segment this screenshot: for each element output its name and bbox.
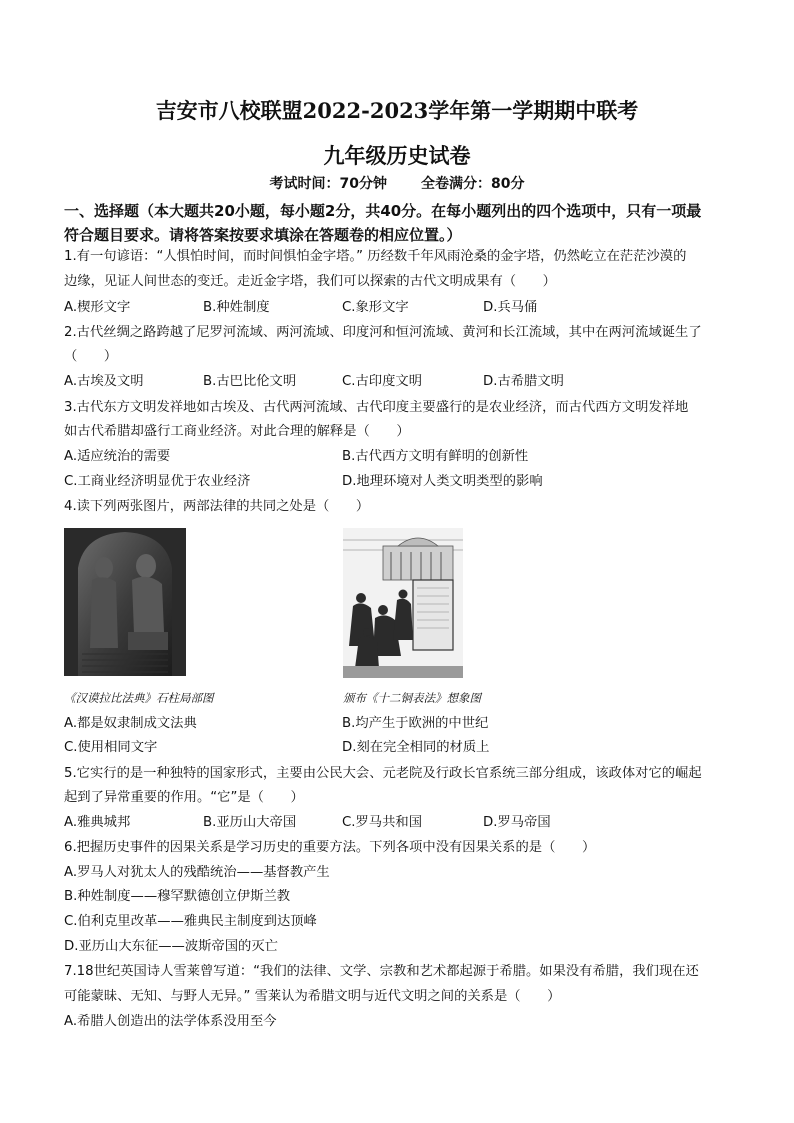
question-6-option-c: C.伯利克里改革——雅典民主制度到达顶峰 — [64, 914, 317, 929]
question-6-option-d: D.亚历山大东征——波斯帝国的灭亡 — [64, 939, 278, 954]
option-b: B.种姓制度 — [203, 300, 270, 315]
exam-time: 考试时间：70分钟 — [269, 176, 387, 192]
question-6-text: 6.把握历史事件的因果关系是学习历史的重要方法。下列各项中没有因果关系的是（ ） — [64, 840, 596, 855]
question-5-text: 5.它实行的是一种独特的国家形式，主要由公民大会、元老院及行政长官系统三部分组成，该政体对它的崛起 — [64, 766, 702, 781]
option-c: C.象形文字 — [342, 300, 409, 315]
option-b: B.均产生于欧洲的中世纪 — [342, 716, 489, 731]
full-score: 全卷满分：80分 — [421, 176, 525, 192]
figure-caption-twelve-tables: 颁布《十二铜表法》想象图 — [343, 691, 481, 705]
option-d: D.古希腊文明 — [483, 374, 564, 389]
exam-meta — [0, 173, 794, 193]
question-1-text-cont: 边缘，见证人间世态的变迁。走近金字塔，我们可以探索的古代文明成果有（ ） — [64, 274, 556, 289]
option-c: C.工商业经济明显优于农业经济 — [64, 474, 251, 489]
exam-title: 吉安市八校联盟2022-2023学年第一学期期中联考 — [155, 98, 639, 123]
section-heading: 一、选择题（本大题共20小题，每小题2分，共40分。在每小题列出的四个选项中，只有一项最 符合题目要求。请将答案按要求填涂在答题卷的相应位置。） — [64, 202, 702, 244]
question-4-text: 4.读下列两张图片，两部法律的共同之处是（ ） — [64, 499, 370, 514]
option-b: B.古巴比伦文明 — [203, 374, 297, 389]
option-a: A.楔形文字 — [64, 300, 131, 315]
question-7-text-cont: 可能蒙昧、无知、与野人无异。” 雪莱认为希腊文明与近代文明之间的关系是（ ） — [64, 989, 561, 1004]
question-7-text: 7.18世纪英国诗人雪莱曾写道：“我们的法律、文学、宗教和艺术都起源于希腊。如果没有希腊，我们现在还 — [64, 964, 699, 979]
option-d: D.罗马帝国 — [483, 815, 551, 830]
question-2-text-cont: （ ） — [64, 349, 118, 364]
question-7-option-a: A.希腊人创造出的法学体系没用至今 — [64, 1014, 277, 1029]
exam-subtitle: 九年级历史试卷 — [323, 143, 471, 168]
question-6-option-b: B.种姓制度——穆罕默德创立伊斯兰教 — [64, 889, 291, 904]
option-b: B.亚历山大帝国 — [203, 815, 297, 830]
question-2-text: 2.古代丝绸之路跨越了尼罗河流域、两河流域、印度河和恒河流域、黄河和长江流域，其中在两河流域诞生了 — [64, 325, 702, 340]
option-d: D.刻在完全相同的材质上 — [342, 740, 490, 755]
option-c: C.古印度文明 — [342, 374, 422, 389]
question-3-text-cont: 如古代希腊却盛行工商业经济。对此合理的解释是（ ） — [64, 424, 410, 439]
option-d: D.地理环境对人类文明类型的影响 — [342, 474, 543, 489]
hammurabi-stele-image — [64, 528, 186, 676]
option-d: D.兵马俑 — [483, 300, 538, 315]
option-a: A.适应统治的需要 — [64, 449, 171, 464]
option-b: B.古代西方文明有鲜明的创新性 — [342, 449, 529, 464]
figure-caption-hammurabi: 《汉谟拉比法典》石柱局部图 — [64, 691, 214, 705]
question-3-text: 3.古代东方文明发祥地如古埃及、古代两河流域、古代印度主要盛行的是农业经济，而古代西方文明发祥地 — [64, 400, 689, 415]
question-5-text-cont: 起到了异常重要的作用。“它”是（ ） — [64, 790, 304, 805]
question-1-text: 1.有一句谚语：“人惧怕时间，而时间惧怕金字塔。” 历经数千年风雨沧桑的金字塔，仍然屹立在茫茫沙漠的 — [64, 249, 687, 264]
option-a: A.雅典城邦 — [64, 815, 131, 830]
option-c: C.罗马共和国 — [342, 815, 422, 830]
question-6-option-a: A.罗马人对犹太人的残酷统治——基督教产生 — [64, 865, 330, 880]
option-c: C.使用相同文字 — [64, 740, 158, 755]
option-a: A.古埃及文明 — [64, 374, 144, 389]
twelve-tables-illustration — [343, 528, 463, 678]
option-a: A.都是奴隶制成文法典 — [64, 716, 197, 731]
